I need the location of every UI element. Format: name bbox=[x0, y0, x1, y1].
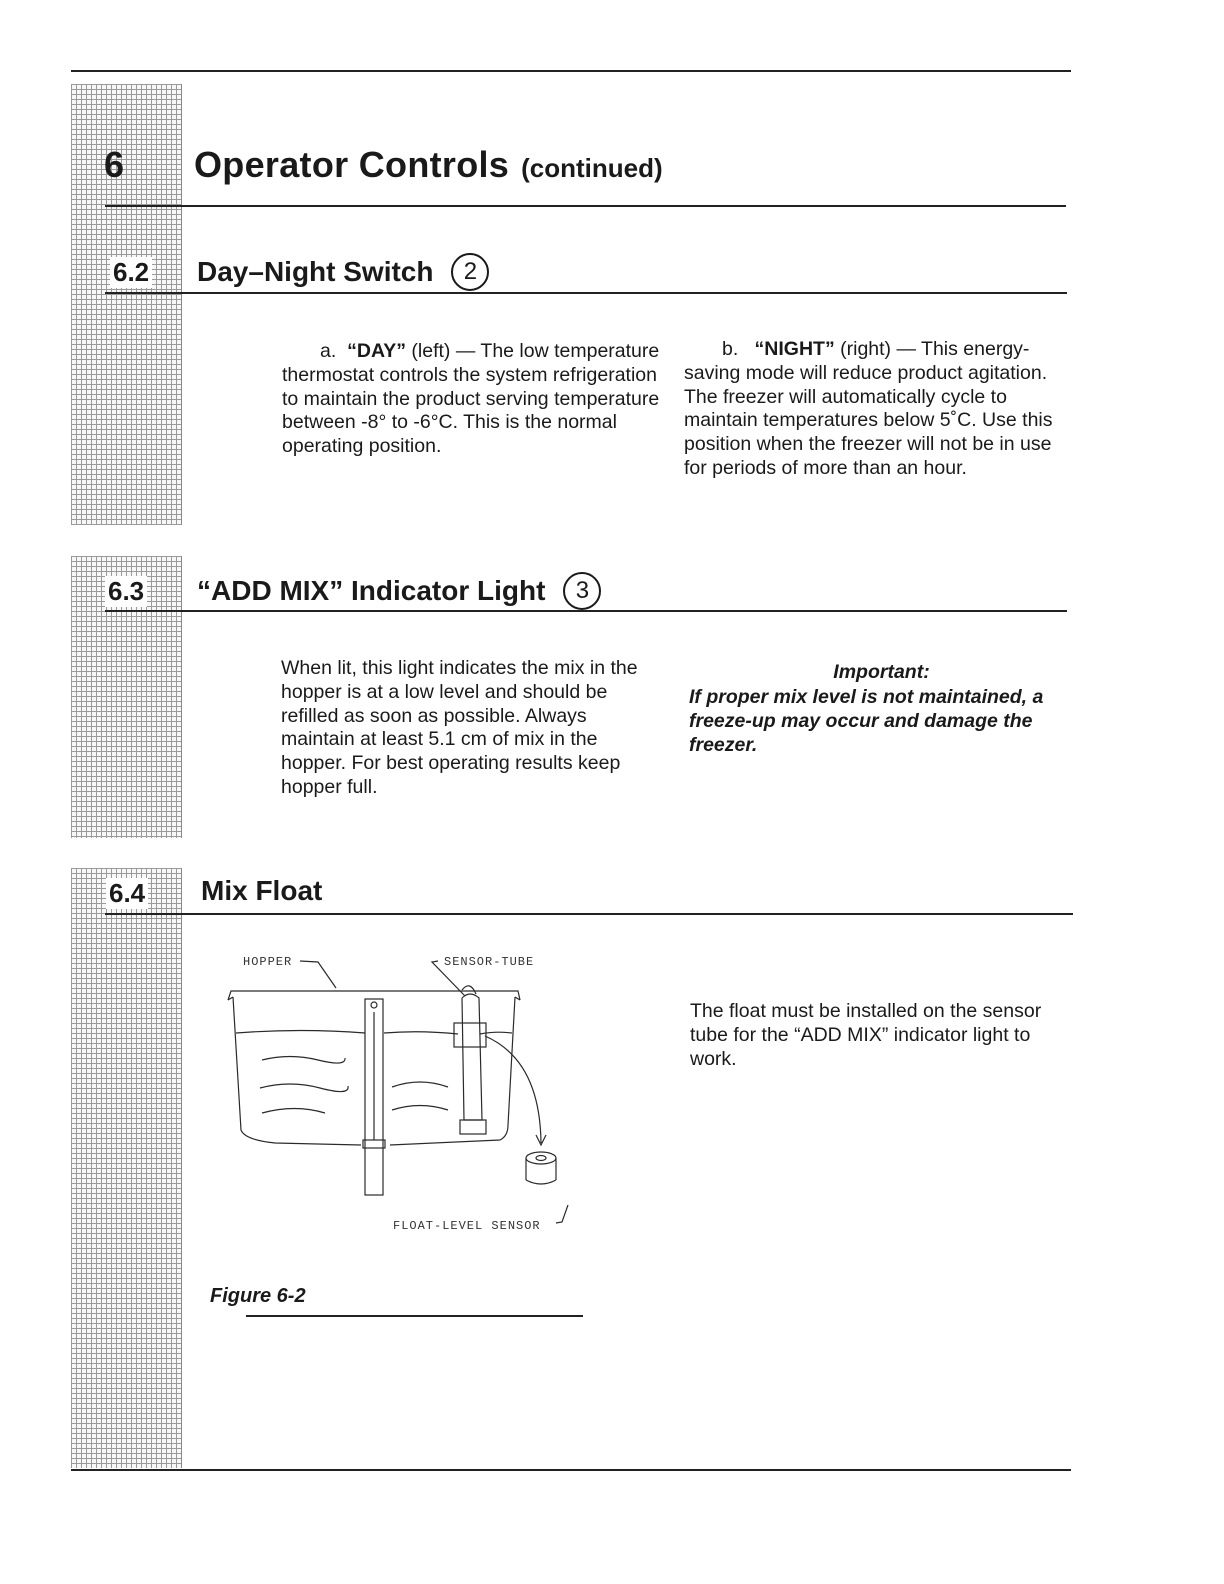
chapter-title: Operator Controls bbox=[194, 144, 510, 185]
hopper-label: HOPPER bbox=[243, 955, 293, 969]
day-paragraph bbox=[282, 340, 664, 459]
chapter-rule bbox=[105, 205, 1066, 207]
add-mix-paragraph: When lit, this light indicates the mix in the hopper is at a low level and should be refilled as soon as possible. Always maintain at least 5.1 cm of mix in the hopper. For best operating results keep hopper full. bbox=[281, 657, 638, 798]
night-text: (right) — This energy-saving mode will reduce product agitation. The freezer will automatically cycle to maintain temperatures below 5˚C. Use this position when the freezer will not be in use for periods of more than an hour. bbox=[684, 338, 1053, 479]
section-title-text: Day–Night Switch bbox=[197, 256, 434, 287]
section-title-text: “ADD MIX” Indicator Light bbox=[197, 575, 546, 606]
margin-grid-strip bbox=[71, 868, 182, 1468]
float-on-tube bbox=[454, 1023, 486, 1047]
mix-float-diagram bbox=[220, 945, 580, 1245]
section-title-add-mix-light bbox=[197, 572, 601, 610]
section-number: 6.4 bbox=[106, 878, 148, 909]
chapter-continued: (continued) bbox=[521, 153, 663, 183]
top-rule bbox=[71, 70, 1071, 72]
night-label: b. bbox=[722, 338, 739, 360]
sensor-tube bbox=[462, 994, 482, 1120]
section-number: 6.2 bbox=[110, 257, 152, 288]
figure-caption-rule bbox=[246, 1315, 583, 1317]
section-title-mix-float: Mix Float bbox=[201, 875, 323, 906]
sensor-tube-label: SENSOR-TUBE bbox=[444, 955, 535, 969]
figure-caption: Figure 6-2 bbox=[210, 1285, 306, 1307]
day-keyword: “DAY” bbox=[347, 340, 406, 362]
chapter-number: 6 bbox=[104, 144, 125, 185]
margin-grid-strip bbox=[71, 84, 182, 525]
important-text: If proper mix level is not maintained, a freeze-up may occur and damage the freezer. bbox=[689, 686, 1044, 756]
important-heading: Important: bbox=[833, 661, 930, 683]
float-level-sensor-label: FLOAT-LEVEL SENSOR bbox=[393, 1219, 541, 1233]
callout-number-badge: 2 bbox=[451, 253, 489, 291]
section-rule bbox=[105, 610, 1067, 612]
section-rule bbox=[105, 913, 1073, 915]
float-level-sensor bbox=[526, 1152, 556, 1164]
bottom-rule bbox=[71, 1469, 1071, 1471]
night-keyword: “NIGHT” bbox=[754, 338, 835, 360]
day-text: (left) — The low temperature thermostat controls the system refrigeration to maintain the product serving temperature between -8° to -6°C. This is the normal operating position. bbox=[282, 340, 660, 458]
night-paragraph bbox=[684, 338, 1069, 481]
callout-number-badge: 3 bbox=[563, 572, 601, 610]
section-number: 6.3 bbox=[105, 576, 147, 607]
mix-float-paragraph: The float must be installed on the sensor tube for the “ADD MIX” indicator light to work. bbox=[690, 1000, 1042, 1070]
section-title-day-night-switch bbox=[197, 253, 489, 291]
chapter-heading bbox=[194, 144, 663, 186]
section-rule bbox=[105, 292, 1067, 294]
pointer-arrow bbox=[485, 1036, 541, 1143]
day-label: a. bbox=[320, 340, 337, 362]
